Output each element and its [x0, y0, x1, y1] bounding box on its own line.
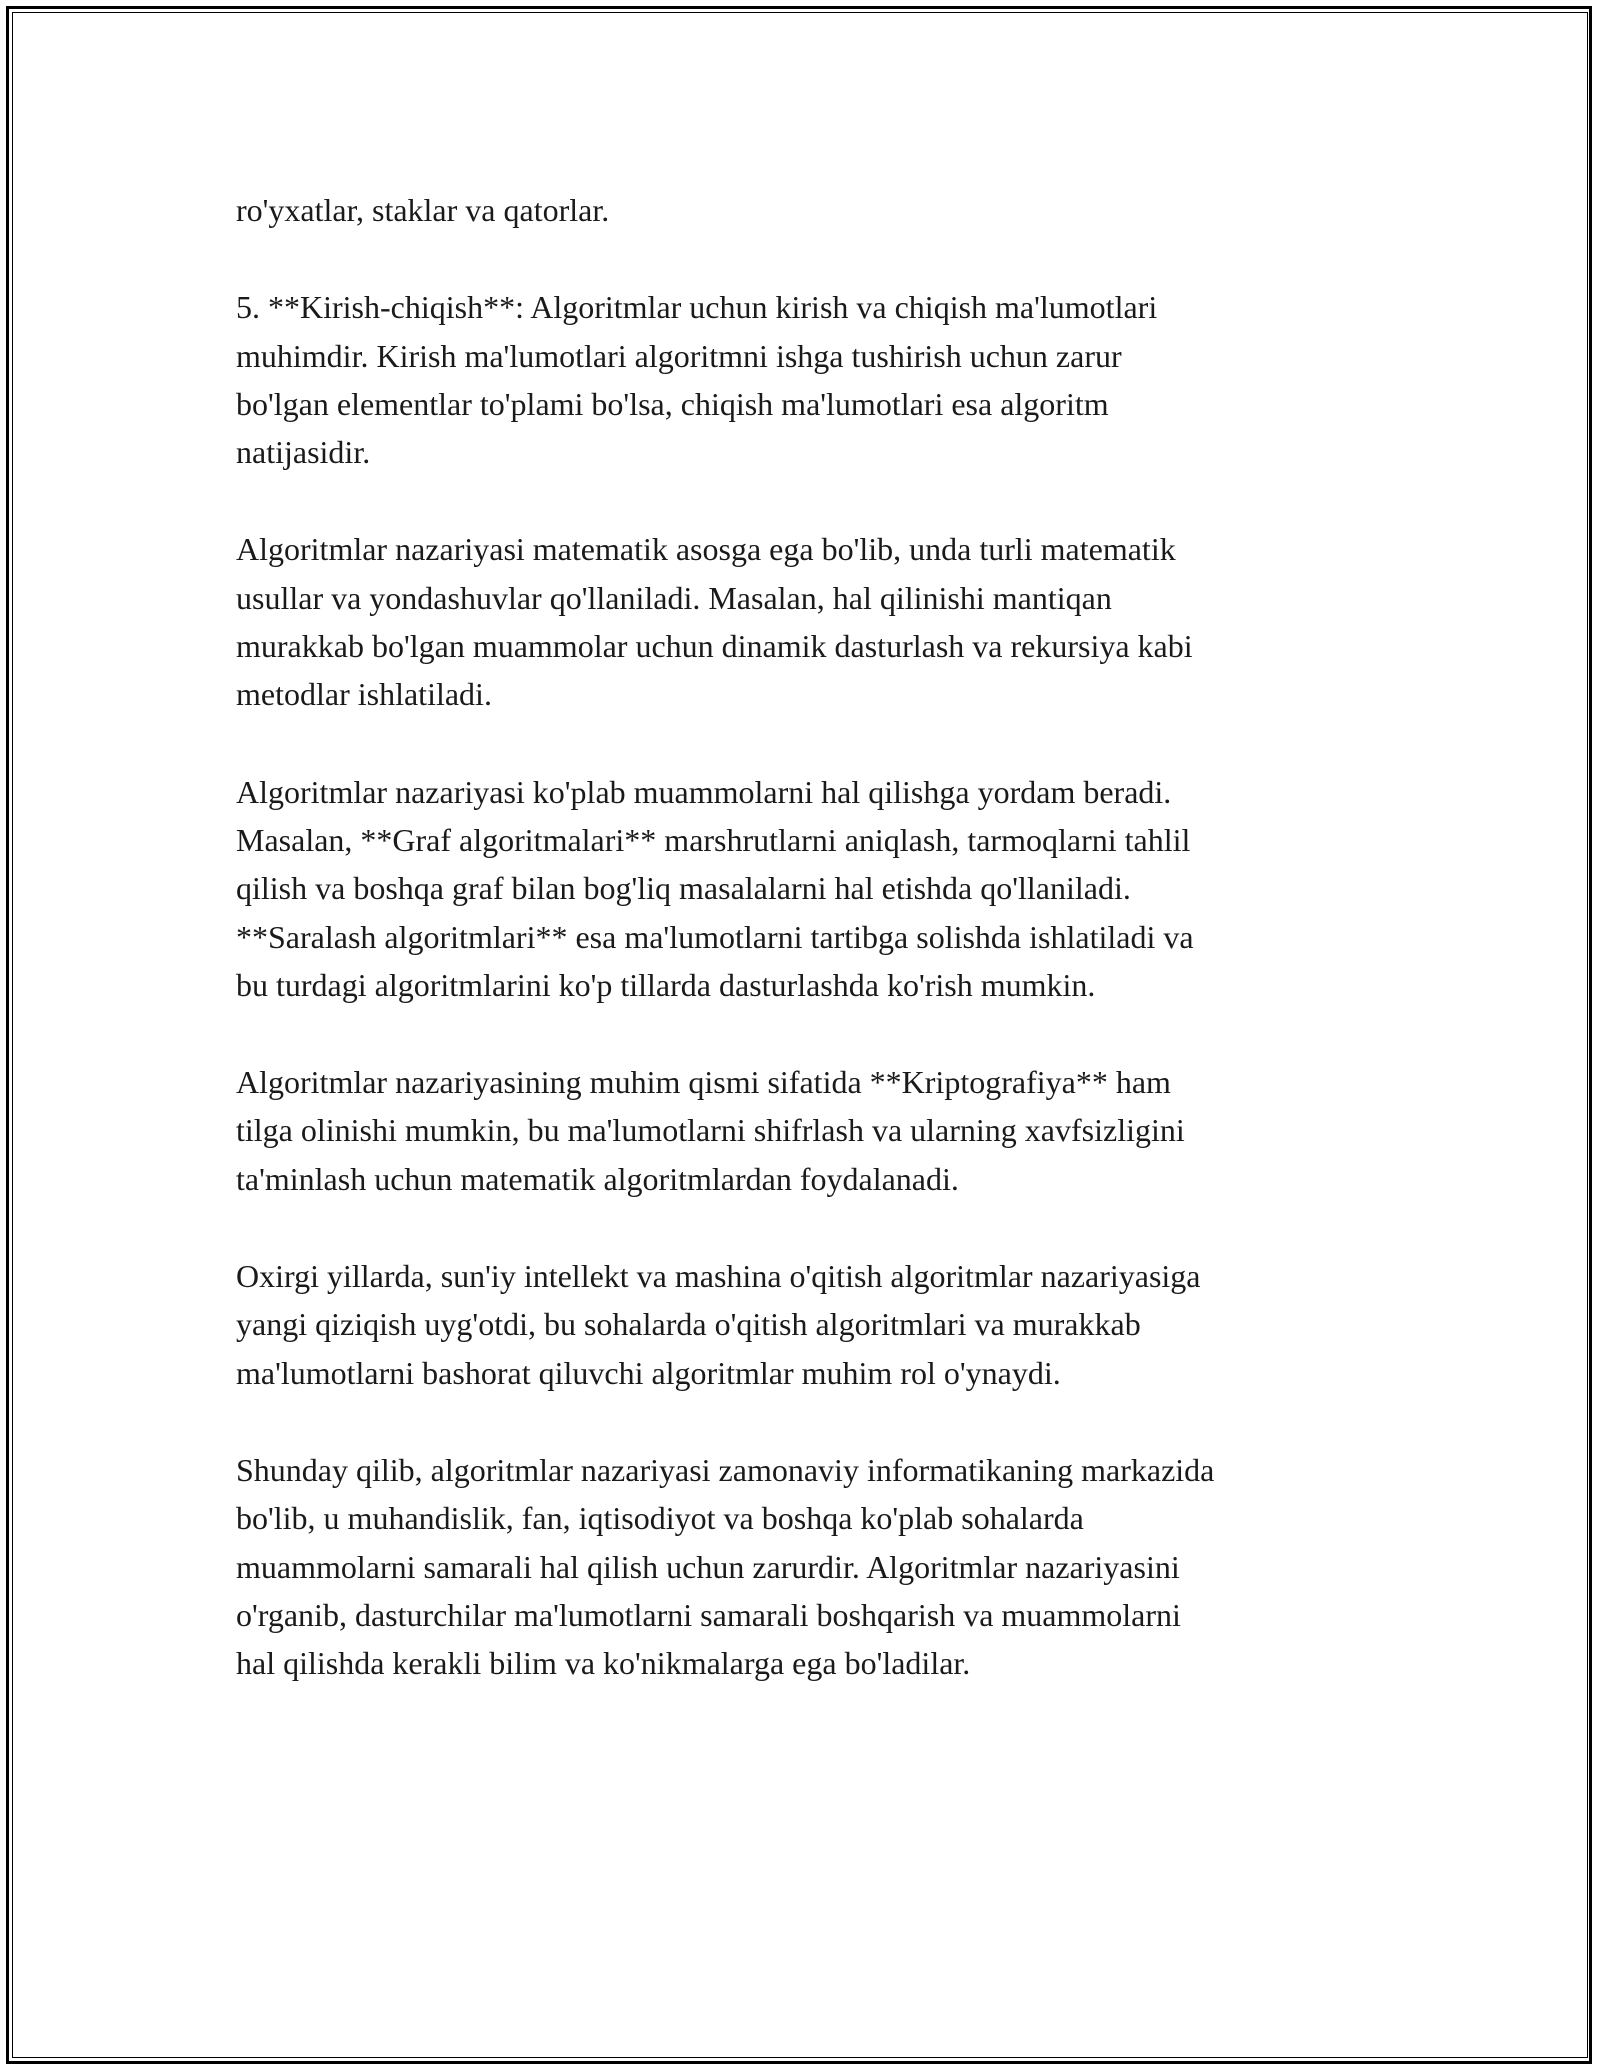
document-body [236, 186, 1386, 1736]
paragraph-list-continuation: ro'yxatlar, staklar va qatorlar. [236, 192, 610, 228]
paragraph-conclusion: Shunday qilib, algoritmlar nazariyasi zamonaviy informatikaning markazida bo'lib, u muhandislik, fan, iqtisodiyot va boshqa ko'plab sohalarda muammolarni samarali hal qilish uchun zarurdir. Algoritmlar nazariyasini o'rganib, dasturchilar ma'lumotlarni samarali boshqarish va muammolarni hal qilishda kerakli bilim va ko'nikmalarga ega bo'ladilar. [236, 1451, 1215, 1682]
paragraph-ai-ml: Oxirgi yillarda, sun'iy intellekt va mashina o'qitish algoritmlar nazariyasiga yangi qiziqish uyg'otdi, bu sohalarda o'qitish algoritmlari va murakkab ma'lumotlarni bashorat qiluvchi algoritmlar muhim rol o'ynaydi. [236, 1258, 1201, 1391]
paragraph-input-output: 5. **Kirish-chiqish**: Algoritmlar uchun kirish va chiqish ma'lumotlari muhimdir. Kirish ma'lumotlari algoritmni ishga tushirish uchun zarur bo'lgan elementlar to'plami bo'lsa, chiqish ma'lumotlari esa algoritm natijasidir. [236, 289, 1158, 471]
paragraph-problem-solving: Algoritmlar nazariyasi ko'plab muammolarni hal qilishga yordam beradi. Masalan, **Graf algoritmalari** marshrutlarni aniqlash, tarmoqlarni tahlil qilish va boshqa graf bilan bog'liq masalalarni hal etishda qo'llaniladi. **Saralash algoritmlari** esa ma'lumotlarni tartibga solishda ishlatiladi va bu turdagi algoritmlarini ko'p tillarda dasturlashda ko'rish mumkin. [236, 773, 1194, 1003]
paragraph-mathematical-basis: Algoritmlar nazariyasi matematik asosga ega bo'lib, unda turli matematik usullar va yondashuvlar qo'llaniladi. Masalan, hal qilinishi mantiqan murakkab bo'lgan muammolar uchun dinamik dasturlash va rekursiya kabi metodlar ishlatiladi. [236, 531, 1193, 713]
paragraph-cryptography: Algoritmlar nazariyasining muhim qismi sifatida **Kriptografiya** ham tilga olinishi mumkin, bu ma'lumotlarni shifrlash va ularning xavfsizligini ta'minlash uchun matematik algoritmlardan foydalanadi. [236, 1064, 1185, 1197]
